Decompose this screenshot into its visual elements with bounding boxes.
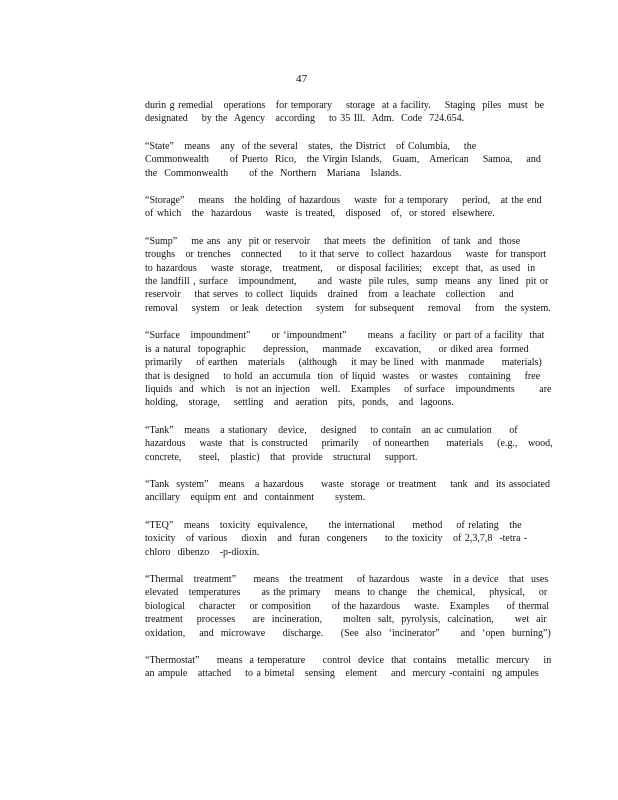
text-line: Commonwealth of Puerto Rico, the Virgin Islands, Guam, American Samoa, and [145, 154, 541, 166]
text-line: to hazardous waste storage, treatment, or disposal facilities; except that, as used in [145, 262, 536, 274]
text-line: chloro dibenzo -p-dioxin. [145, 546, 260, 558]
text-line: treatment processes are incineration, molten salt, pyrolysis, calcination, wet air [145, 614, 547, 626]
text-line: durin g remedial operations for temporary storage at a facility. Staging piles must be [145, 100, 545, 111]
definition-paragraph [145, 519, 555, 559]
text-line: primarily of earthen materials (although it may be lined with manmade materials) [145, 357, 542, 369]
definition-paragraph [145, 654, 555, 681]
definition-paragraph [145, 99, 555, 126]
text-line: hazardous waste that is constructed primarily of nonearthen materials (e.g., wood, [145, 438, 553, 450]
text-line: “Tank system” means a hazardous waste storage or treatment tank and its associated [145, 478, 550, 490]
text-line: an ampule attached to a bimetal sensing element and mercury -containi ng ampules [145, 668, 539, 680]
text-line: “State” means any of the several states, the District of Columbia, the [145, 140, 477, 152]
text-line: holding, storage, settling and aeration pits, ponds, and lagoons. [145, 397, 454, 409]
text-line: is a natural topographic depression, manmade excavation, or diked area formed [145, 343, 529, 355]
definition-paragraph [145, 424, 555, 464]
text-line: oxidation, and microwave discharge. (See also ‘incinerator” and ‘open burning”) [145, 627, 551, 639]
page-number: 47 [296, 73, 308, 85]
text-line: “Surface impoundment” or ‘impoundment” means a facility or part of a facility that [145, 330, 545, 342]
text-line: reservoir that serves to collect liquids drained from a leachate collection and [145, 289, 514, 301]
text-line: ancillary equipm ent and containment system. [145, 492, 366, 504]
text-line: removal system or leak detection system for subsequent removal from the system. [145, 302, 551, 314]
text-line: the Commonwealth of the Northern Mariana Islands. [145, 167, 402, 179]
text-line: that is designed to hold an accumula tion of liquid wastes or wastes containing free [145, 370, 541, 382]
text-line: biological character or composition of the hazardous waste. Examples of thermal [145, 600, 550, 612]
text-line: “Storage” means the holding of hazardous waste for a temporary period, at the end [145, 195, 542, 207]
text-line: “Thermostat” means a temperature control device that contains metallic mercury in [145, 655, 552, 666]
text-line: the landfill , surface impoundment, and waste pile rules, sump means any lined pit or [145, 276, 549, 288]
text-line: of which the hazardous waste is treated, disposed of, or stored elsewhere. [145, 208, 495, 220]
text-line: designated by the Agency according to 35 Ill. Adm. Code 724.654. [145, 113, 465, 125]
text-line: “Tank” means a stationary device, designed to contain an ac cumulation of [145, 424, 518, 436]
document-body [145, 99, 555, 695]
text-line: elevated temperatures as the primary means to change the chemical, physical, or [145, 587, 548, 599]
definition-paragraph [145, 235, 555, 315]
text-line: concrete, steel, plastic) that provide structural support. [145, 451, 418, 463]
text-line: troughs or trenches connected to it that serve to collect hazardous waste for transport [145, 249, 547, 261]
text-line: “Thermal treatment” means the treatment of hazardous waste in a device that uses [145, 573, 549, 585]
text-line: toxicity of various dioxin and furan congeners to the toxicity of 2,3,7,8 -tetra - [145, 533, 528, 545]
definition-paragraph [145, 329, 555, 409]
definition-paragraph [145, 478, 555, 505]
definition-paragraph [145, 194, 555, 221]
text-line: liquids and which is not an injection well. Examples of surface impoundments are [145, 383, 552, 395]
text-line: “TEQ” means toxicity equivalence, the international method of relating the [145, 519, 522, 531]
definition-paragraph [145, 573, 555, 640]
text-line: “Sump” me ans any pit or reservoir that meets the definition of tank and those [145, 235, 521, 247]
definition-paragraph [145, 140, 555, 180]
